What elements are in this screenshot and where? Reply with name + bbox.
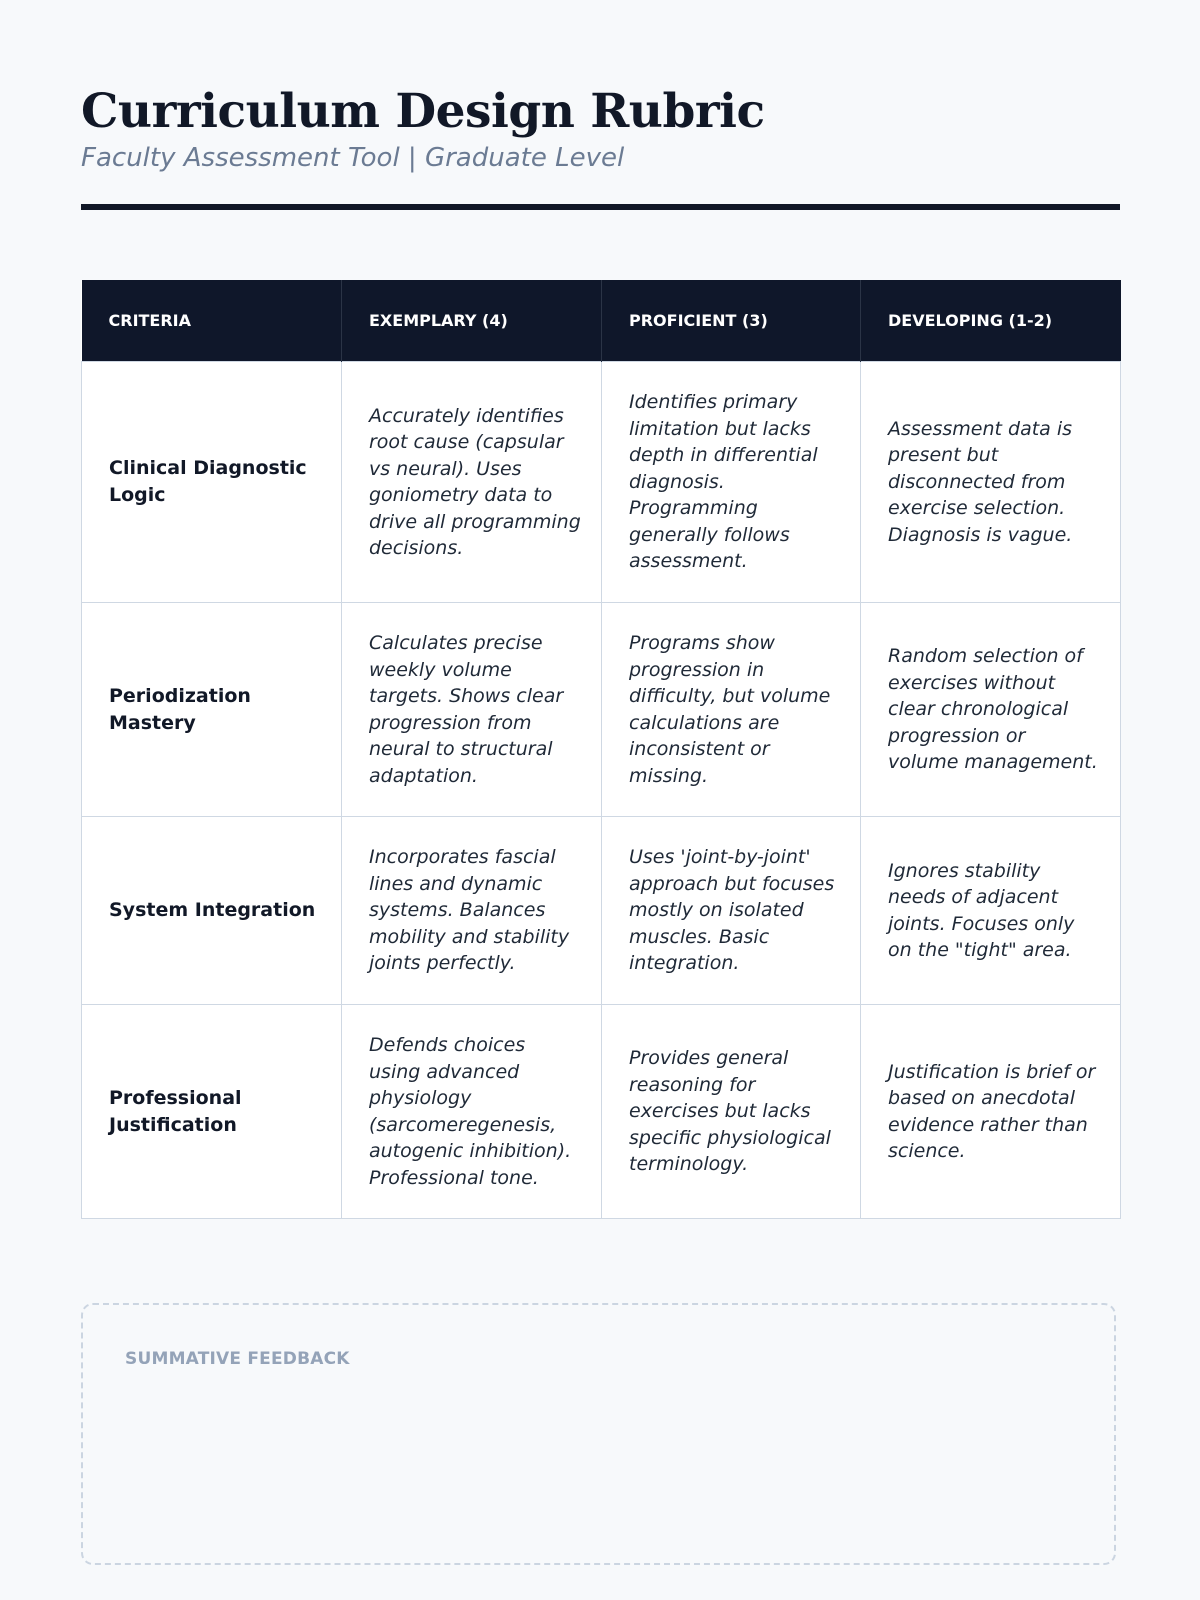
rubric-page [81,0,1120,1369]
table-row [82,817,1121,1005]
criterion-cell: Periodization Mastery [82,603,342,817]
column-header-developing: DEVELOPING (1-2) [861,280,1121,362]
developing-cell: Assessment data is present but disconnected from exercise selection. Diagnosis is vague. [861,362,1121,603]
column-header-criteria: CRITERIA [82,280,342,362]
page-header [81,0,1120,210]
proficient-cell: Programs show progression in difficulty, but volume calculations are inconsistent or missing. [602,603,861,817]
criterion-cell: Professional Justification [82,1005,342,1219]
table-row [82,362,1121,603]
proficient-cell: Provides general reasoning for exercises but lacks specific physiological terminology. [602,1005,861,1219]
criterion-cell: Clinical Diagnostic Logic [82,362,342,603]
exemplary-cell: Accurately identifies root cause (capsular vs neural). Uses goniometry data to drive all programming decisions. [342,362,602,603]
criterion-cell: System Integration [82,817,342,1005]
developing-cell: Random selection of exercises without clear chronological progression or volume management. [861,603,1121,817]
exemplary-cell: Calculates precise weekly volume targets. Shows clear progression from neural to structural adaptation. [342,603,602,817]
proficient-cell: Uses 'joint-by-joint' approach but focuses mostly on isolated muscles. Basic integration. [602,817,861,1005]
developing-cell: Justification is brief or based on anecdotal evidence rather than science. [861,1005,1121,1219]
column-header-proficient: PROFICIENT (3) [602,280,861,362]
developing-cell: Ignores stability needs of adjacent joints. Focuses only on the "tight" area. [861,817,1121,1005]
proficient-cell: Identifies primary limitation but lacks depth in differential diagnosis. Programming generally follows assessment. [602,362,861,603]
exemplary-cell: Incorporates fascial lines and dynamic systems. Balances mobility and stability joints perfectly. [342,817,602,1005]
exemplary-cell: Defends choices using advanced physiology (sarcomeregenesis, autogenic inhibition). Professional tone. [342,1005,602,1219]
column-header-exemplary: EXEMPLARY (4) [342,280,602,362]
header-divider [81,204,1120,210]
summative-feedback-box[interactable] [81,1303,1116,1565]
rubric-table [81,280,1121,1219]
page-title: Curriculum Design Rubric [81,84,765,139]
table-row [82,1005,1121,1219]
summative-feedback-label: SUMMATIVE FEEDBACK [125,1349,350,1369]
table-header-row [82,280,1121,362]
page-subtitle: Faculty Assessment Tool | Graduate Level [81,143,625,173]
table-row [82,603,1121,817]
